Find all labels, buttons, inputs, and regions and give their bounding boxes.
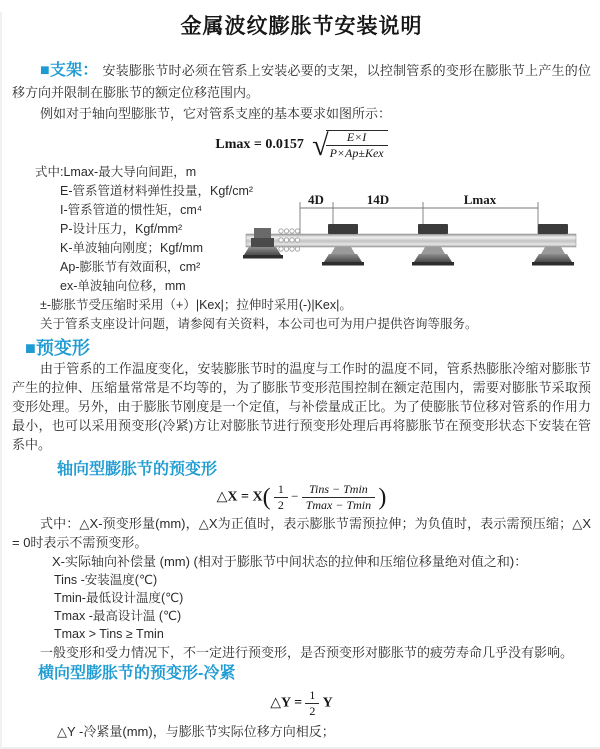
definition-line: ex-单波轴向位移，mm <box>60 278 186 293</box>
lmax-fraction-denominator: P×Ap±Kex <box>329 145 384 160</box>
definition-line: E-管系管道材料弹性投量，Kgf/cm² <box>60 183 254 198</box>
lateral-formula-lhs: △Y = <box>270 694 303 710</box>
close-paren: ) <box>378 484 387 510</box>
axial-explain: 式中：△X-预变形量(mm)，△X为正值时，表示膨胀节需预拉伸；为负值时，表示需预压缩；△X = 0时表示不需预变形。 <box>12 515 591 550</box>
example-line: 例如对于轴向型膨胀节，它对管系支座的基本要求如图所示： <box>40 106 392 121</box>
open-paren: ( <box>262 484 271 510</box>
axial-note: 一般变形和受力情况下，不一定进行预变形，是否预变形对膨胀节的疲劳寿命几乎没有影响。 <box>40 644 574 660</box>
support-paragraph-text: 安装膨胀节时必须在管系上安装必要的支架，以控制管系的变形在膨胀节上产生的位移方向并限制在膨胀节的额定位移范围内。 <box>12 63 591 100</box>
support-paragraph <box>12 60 591 103</box>
definitions-and-diagram <box>12 163 591 334</box>
pipe-support-diagram <box>243 191 600 291</box>
temp-definition: Tmax > Tins ≥ Tmin <box>54 626 164 641</box>
definition-line: K-单波轴向刚度；Kgf/mm <box>60 240 204 255</box>
minus-sign: − <box>291 487 299 503</box>
definition-line: 式中:Lmax-最大导向间距，m <box>35 164 197 179</box>
axial-formula <box>12 480 591 514</box>
temperature-fraction: $\frac{\text{Tins − Tmin}}{Tmax - Tmin}$ <box>302 483 375 512</box>
predeform-paragraph: 由于管系的工作温度变化，安装膨胀节时的温度与工作时的温度不同，管系热膨胀冷缩对膨胀节产生的拉伸、压缩量常常是不均等的，为了膨胀节变形范围控制在额定范围内，需要对膨胀节采取预变形处理。另外，由于膨胀节刚度是一个定值，与补偿量成正比。为了使膨胀节位移对管系的作用力最小，也可以采用预变形(冷紧)方让对膨胀节进行预变形处理后再将膨胀节在预变形状态下安装在管系中。 <box>12 360 591 452</box>
axial-section-heading: 轴向型膨胀节的预变形 <box>57 460 218 478</box>
lmax-formula-lhs: Lmax = 0.0157 <box>215 136 304 152</box>
temp-definition: Tmin-最低设计温度(℃) <box>54 590 184 605</box>
lateral-section-heading: 横向型膨胀节的预变形-冷紧 <box>38 664 236 682</box>
square-root <box>312 130 387 160</box>
support-section-heading: ■支架： <box>40 62 99 79</box>
definition-line: Ap-膨胀节有效面积，cm² <box>60 259 201 274</box>
page-content <box>2 12 600 741</box>
half-fraction: $\frac{1}{2}$ <box>274 483 288 512</box>
consulting-note: 关于管系支座设计问题，请参阅有关资料，本公司也可为用户提供咨询等服务。 <box>40 316 478 331</box>
page-title: 金属波纹膨胀节安装说明 <box>180 15 423 38</box>
dim-label-14d: 14D <box>366 191 390 207</box>
definition-line: P-设计压力，Kgf/mm² <box>60 221 183 236</box>
definition-line: I-管系管道的惯性矩，cm⁴ <box>60 202 203 217</box>
lateral-formula-rhs: Y <box>322 694 333 710</box>
dim-label-lmax: Lmax <box>463 191 497 207</box>
axial-formula-lhs: △X = X <box>216 488 263 504</box>
document-page <box>0 12 600 749</box>
lmax-fraction <box>326 130 388 160</box>
section-marker-icon: ■ <box>25 337 36 358</box>
section-marker-icon: ■ <box>40 62 50 79</box>
temp-definition: Tins -安装温度(℃) <box>54 572 158 587</box>
x-definition: X-实际轴向补偿量 (mm) (相对于膨胀节中间状态的拉伸和压缩位移量绝对值之和)： <box>52 553 528 569</box>
dim-label-4d: 4D <box>308 191 324 207</box>
lmax-formula <box>12 128 591 161</box>
y-definition: △Y -冷紧量(mm)，与膨胀节实际位移方向相反； <box>57 723 335 739</box>
lmax-fraction-numerator: E×I <box>326 131 388 146</box>
lateral-formula <box>12 686 591 716</box>
predeform-section-heading: ■预变形 <box>25 337 90 358</box>
temp-definition: Tmax -最高设计温 (℃) <box>54 608 182 623</box>
definition-line: ±-膨胀节受压缩时采用（+）|Kex|；拉伸时采用(-)|Kex|。 <box>40 297 352 312</box>
radical-sign-icon: √ <box>312 128 329 162</box>
half-fraction: $\frac{1}{2}$ <box>305 689 319 718</box>
